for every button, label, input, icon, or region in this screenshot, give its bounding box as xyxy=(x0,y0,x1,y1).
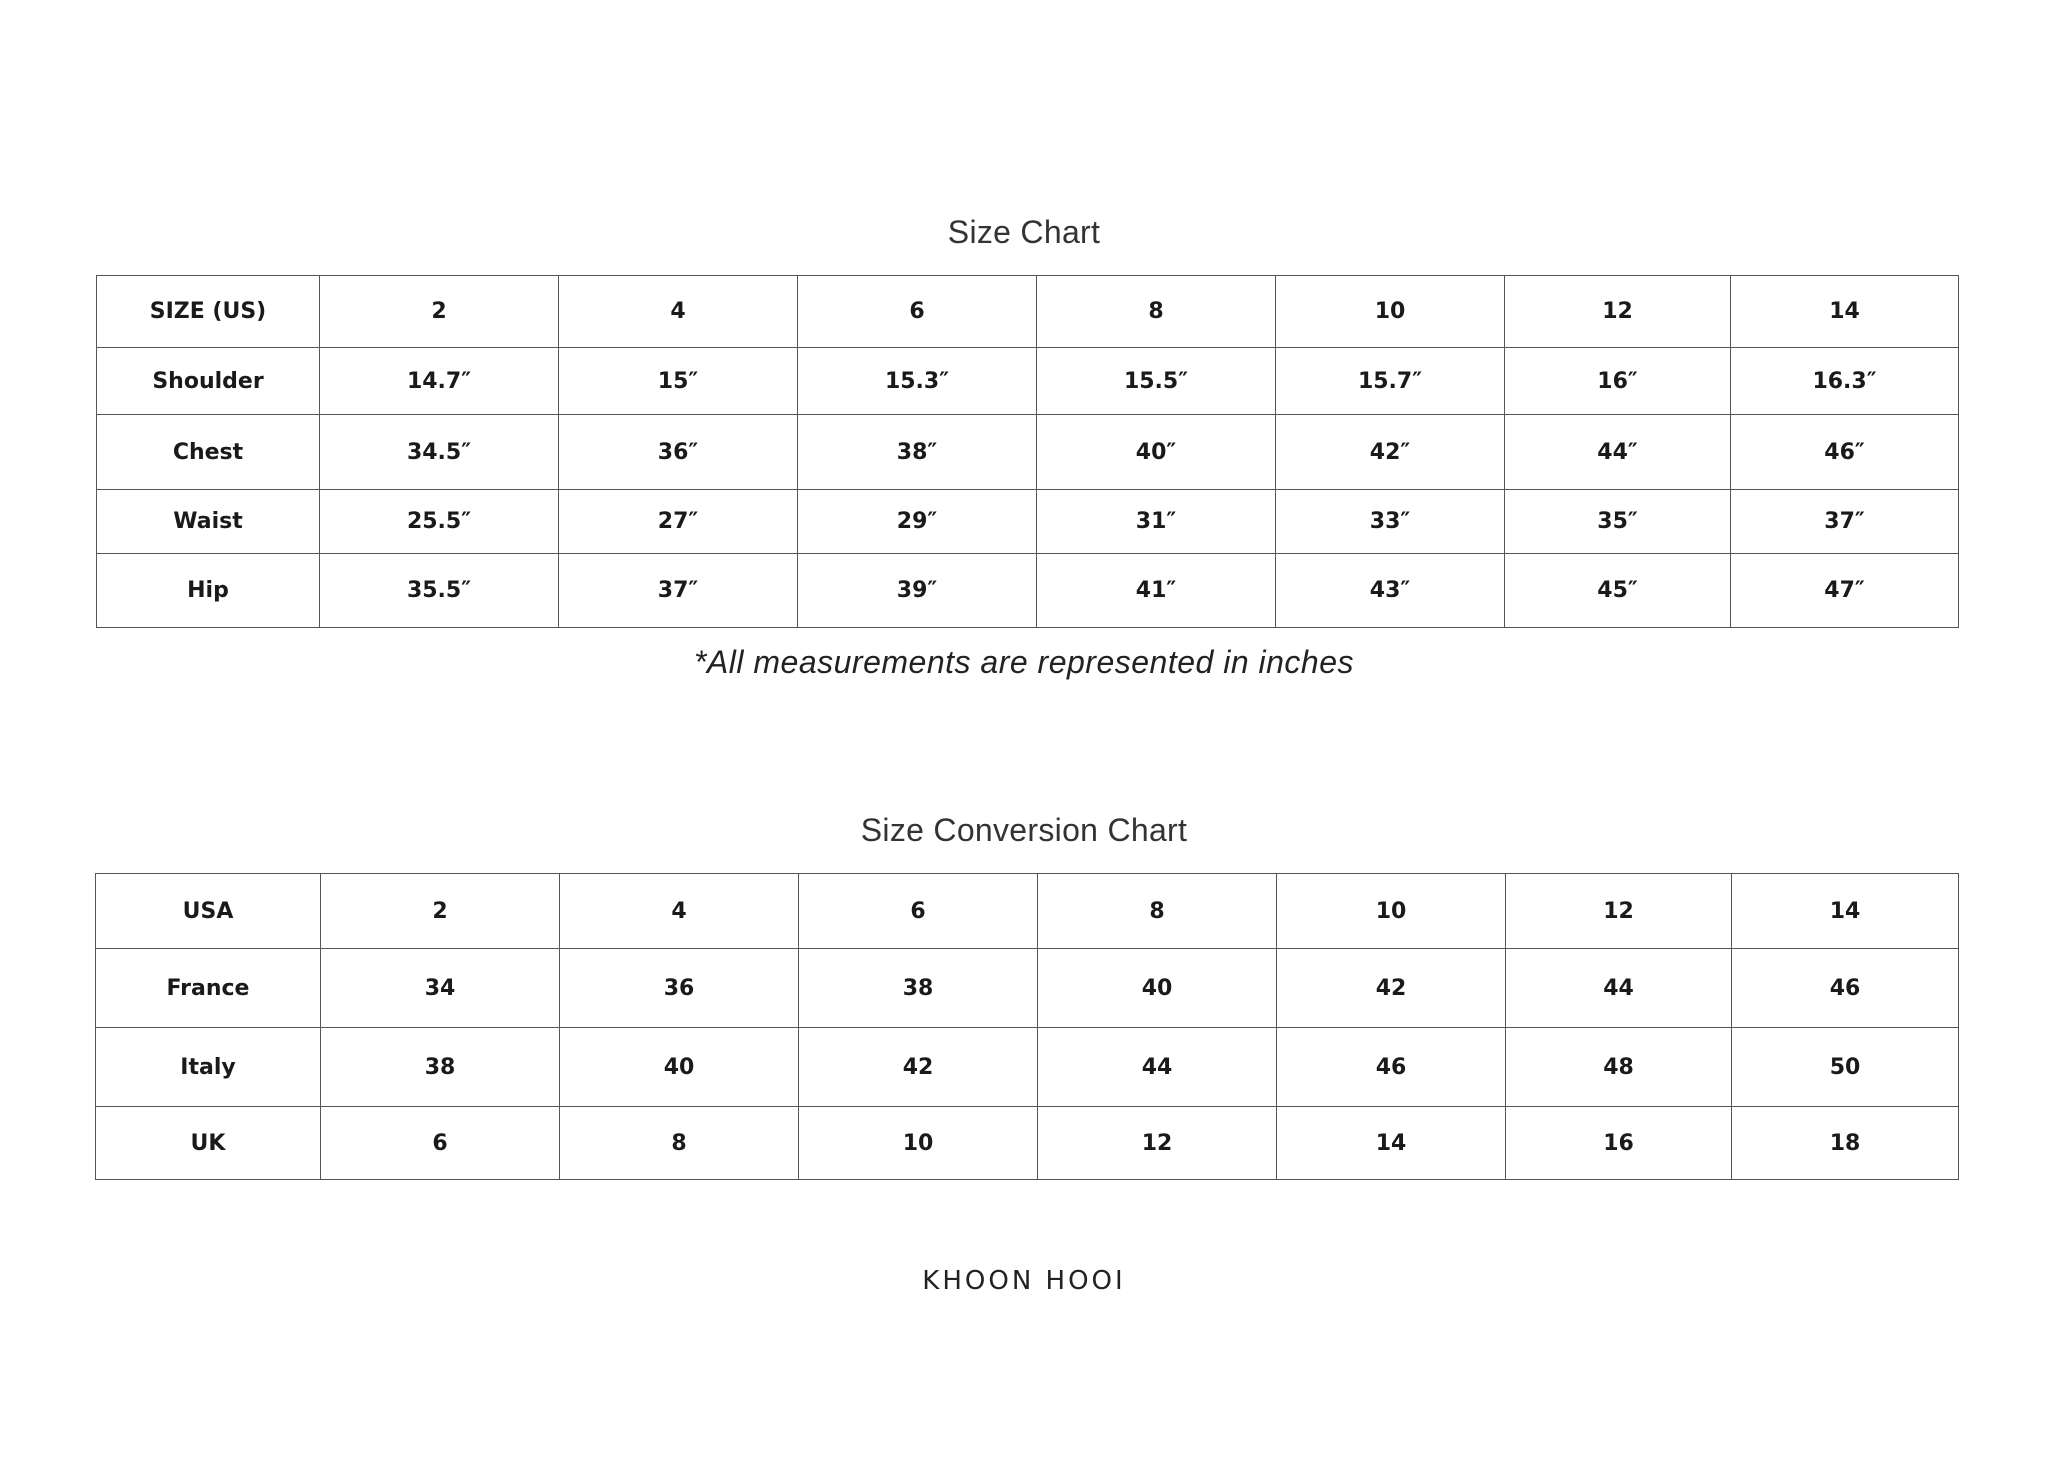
table-cell: 37″ xyxy=(559,554,798,628)
table-cell: 27″ xyxy=(559,490,798,554)
table-row xyxy=(97,554,1959,628)
row-label: France xyxy=(96,949,321,1028)
table-cell: 42 xyxy=(1277,949,1506,1028)
header-cell: 2 xyxy=(320,276,559,348)
table-cell: 44″ xyxy=(1505,415,1731,490)
table-cell: 40 xyxy=(1038,949,1277,1028)
table-cell: 40 xyxy=(560,1028,799,1107)
header-cell: 2 xyxy=(321,874,560,949)
table-row xyxy=(96,949,1959,1028)
table-cell: 15″ xyxy=(559,348,798,415)
header-cell: 12 xyxy=(1505,276,1731,348)
table-cell: 12 xyxy=(1038,1107,1277,1180)
table-cell: 35″ xyxy=(1505,490,1731,554)
table-cell: 43″ xyxy=(1276,554,1505,628)
header-cell: 14 xyxy=(1732,874,1959,949)
table-cell: 38 xyxy=(799,949,1038,1028)
table-cell: 8 xyxy=(560,1107,799,1180)
header-cell: 6 xyxy=(799,874,1038,949)
table-cell: 14.7″ xyxy=(320,348,559,415)
table-cell: 46 xyxy=(1732,949,1959,1028)
table-cell: 16.3″ xyxy=(1731,348,1959,415)
conversion-header-row xyxy=(96,874,1959,949)
row-label: Waist xyxy=(97,490,320,554)
table-cell: 42 xyxy=(799,1028,1038,1107)
table-cell: 40″ xyxy=(1037,415,1276,490)
table-cell: 46 xyxy=(1277,1028,1506,1107)
header-cell: 4 xyxy=(560,874,799,949)
table-cell: 34.5″ xyxy=(320,415,559,490)
table-cell: 14 xyxy=(1277,1107,1506,1180)
table-row xyxy=(97,415,1959,490)
header-cell: USA xyxy=(96,874,321,949)
row-label: Chest xyxy=(97,415,320,490)
table-cell: 42″ xyxy=(1276,415,1505,490)
table-cell: 10 xyxy=(799,1107,1038,1180)
table-cell: 44 xyxy=(1038,1028,1277,1107)
table-row xyxy=(97,348,1959,415)
header-cell: SIZE (US) xyxy=(97,276,320,348)
table-cell: 36 xyxy=(560,949,799,1028)
table-cell: 45″ xyxy=(1505,554,1731,628)
row-label: UK xyxy=(96,1107,321,1180)
table-cell: 38 xyxy=(321,1028,560,1107)
size-header-row xyxy=(97,276,1959,348)
table-cell: 48 xyxy=(1506,1028,1732,1107)
size-chart-table xyxy=(96,275,1959,628)
table-cell: 6 xyxy=(321,1107,560,1180)
table-cell: 15.3″ xyxy=(798,348,1037,415)
table-cell: 50 xyxy=(1732,1028,1959,1107)
header-cell: 12 xyxy=(1506,874,1732,949)
table-cell: 33″ xyxy=(1276,490,1505,554)
table-cell: 18 xyxy=(1732,1107,1959,1180)
row-label: Italy xyxy=(96,1028,321,1107)
table-cell: 16″ xyxy=(1505,348,1731,415)
row-label: Shoulder xyxy=(97,348,320,415)
table-cell: 39″ xyxy=(798,554,1037,628)
table-cell: 15.5″ xyxy=(1037,348,1276,415)
table-cell: 47″ xyxy=(1731,554,1959,628)
header-cell: 6 xyxy=(798,276,1037,348)
measurement-note: *All measurements are represented in inches xyxy=(693,644,1355,680)
table-cell: 46″ xyxy=(1731,415,1959,490)
table-cell: 25.5″ xyxy=(320,490,559,554)
table-cell: 35.5″ xyxy=(320,554,559,628)
conversion-chart-title: Size Conversion Chart xyxy=(860,812,1188,848)
table-cell: 36″ xyxy=(559,415,798,490)
table-cell: 16 xyxy=(1506,1107,1732,1180)
table-row xyxy=(97,490,1959,554)
table-cell: 31″ xyxy=(1037,490,1276,554)
header-cell: 8 xyxy=(1038,874,1277,949)
table-cell: 37″ xyxy=(1731,490,1959,554)
table-cell: 41″ xyxy=(1037,554,1276,628)
table-cell: 44 xyxy=(1506,949,1732,1028)
header-cell: 8 xyxy=(1037,276,1276,348)
table-cell: 34 xyxy=(321,949,560,1028)
table-cell: 29″ xyxy=(798,490,1037,554)
size-chart-title: Size Chart xyxy=(947,214,1101,250)
header-cell: 14 xyxy=(1731,276,1959,348)
row-label: Hip xyxy=(97,554,320,628)
header-cell: 10 xyxy=(1277,874,1506,949)
header-cell: 4 xyxy=(559,276,798,348)
table-cell: 38″ xyxy=(798,415,1037,490)
conversion-chart-table xyxy=(95,873,1959,1180)
brand-logo: KHOON HOOI xyxy=(922,1266,1126,1296)
table-cell: 15.7″ xyxy=(1276,348,1505,415)
header-cell: 10 xyxy=(1276,276,1505,348)
table-row xyxy=(96,1028,1959,1107)
table-row xyxy=(96,1107,1959,1180)
